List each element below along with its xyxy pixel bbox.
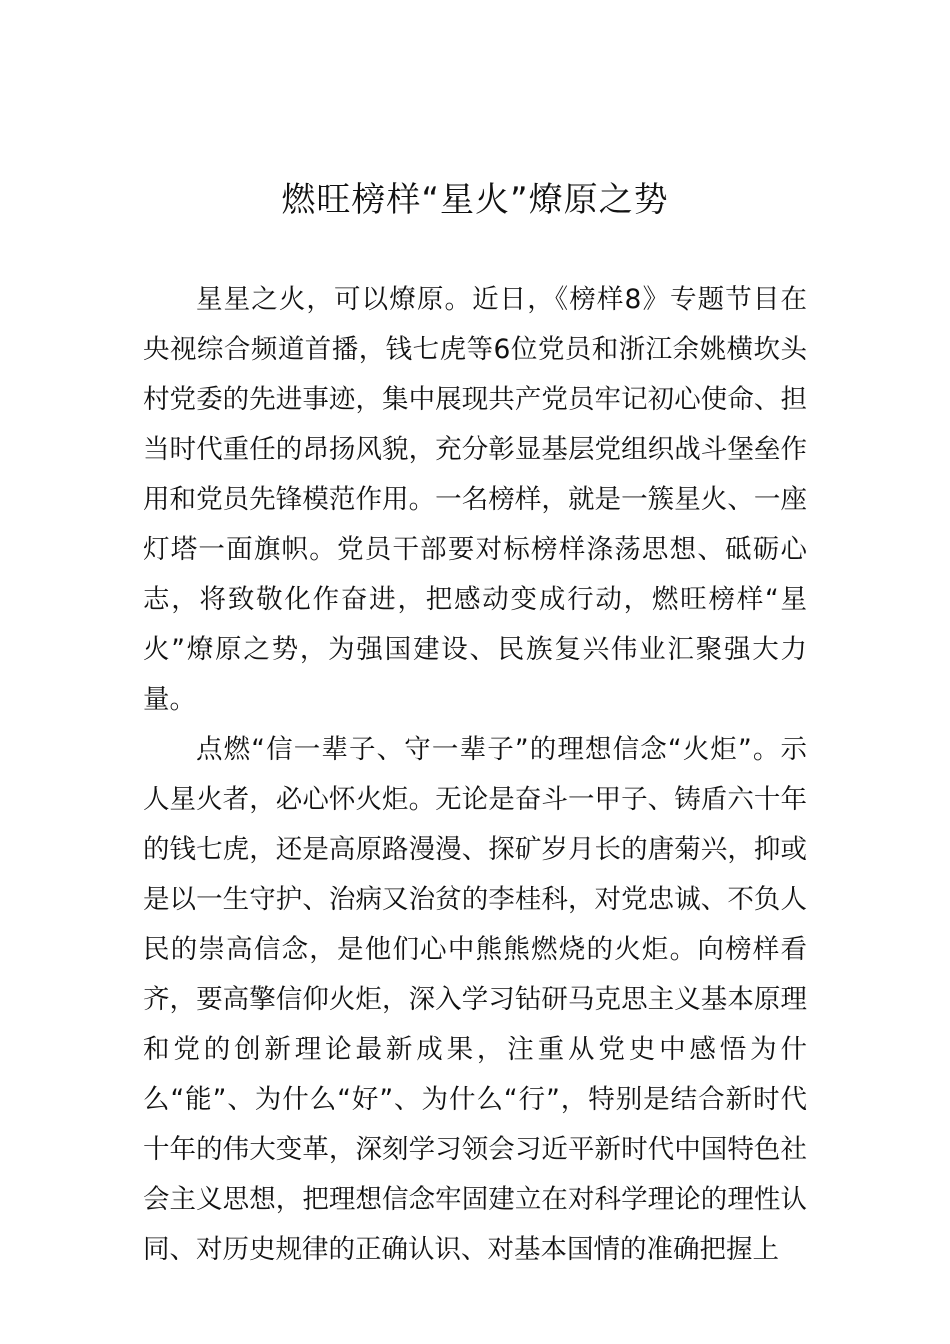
article-body (143, 275, 807, 1275)
paragraph-2: 点燃“信一辈子、守一辈子”的理想信念“火炬”。示人星火者，必心怀火炬。无论是奋斗一甲子、铸盾六十年的钱七虎，还是高原路漫漫、探矿岁月长的唐菊兴，抑或是以一生守护、治病又治贫的李桂科，对党忠诚、不负人民的崇高信念，是他们心中熊熊燃烧的火炬。向榜样看齐，要高擎信仰火炬，深入学习钻研马克思主义基本原理和党的创新理论最新成果，注重从党史中感悟为什么“能”、为什么“好”、为什么“行”，特别是结合新时代十年的伟大变革，深刻学习领会习近平新时代中国特色社会主义思想，把理想信念牢固建立在对科学理论的理性认同、对历史规律的正确认识、对基本国情的准确把握上 (143, 734, 807, 1265)
paragraph-1: 星星之火，可以燎原。近日，《榜样8》专题节目在央视综合频道首播，钱七虎等6位党员和浙江余姚横坎头村党委的先进事迹，集中展现共产党员牢记初心使命、担当时代重任的昂扬风貌，充分彰显基层党组织战斗堡垒作用和党员先锋模范作用。一名榜样，就是一簇星火、一座灯塔一面旗帜。党员干部要对标榜样涤荡思想、砥砺心志，将致敬化作奋进，把感动变成行动，燃旺榜样“星火”燎原之势，为强国建设、民族复兴伟业汇聚强大力量。 (143, 284, 807, 715)
page-title: 燃旺榜样“星火”燎原之势 (281, 180, 669, 220)
